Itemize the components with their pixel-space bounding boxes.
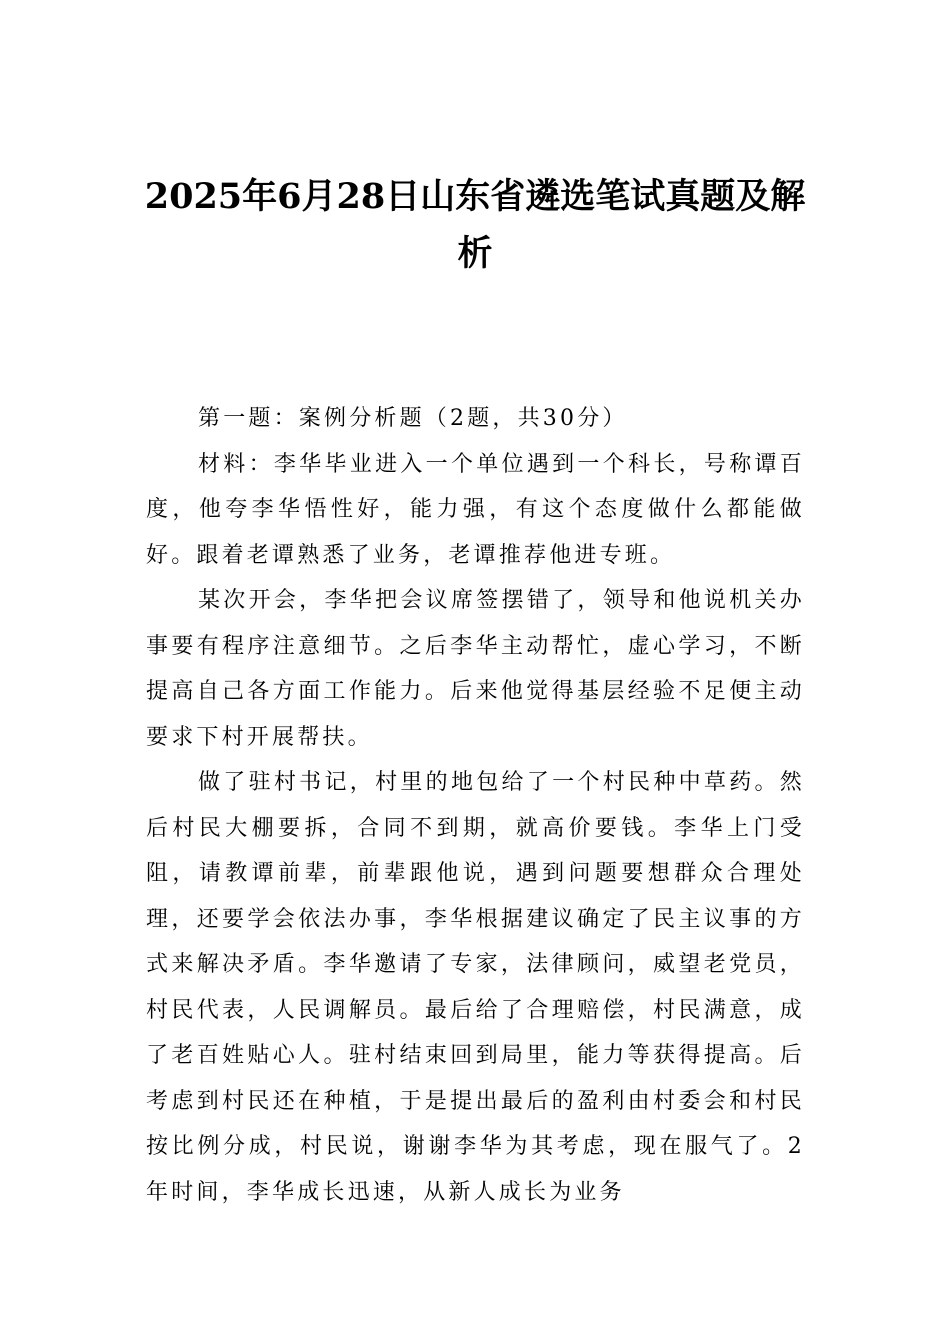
paragraph: 某次开会，李华把会议席签摆错了，领导和他说机关办事要有程序注意细节。之后李华主动帮忙，虚心学习，不断提高自己各方面工作能力。后来他觉得基层经验不足便主动要求下村开展帮扶。: [146, 588, 805, 750]
section-heading: 第一题：案例分析题（2题，共30分）: [198, 406, 628, 431]
document-title: 2025年6月28日山东省遴选笔试真题及解析: [144, 176, 806, 274]
paragraph: 做了驻村书记，村里的地包给了一个村民种中草药。然后村民大棚要拆，合同不到期，就高价要钱。李华上门受阻，请教谭前辈，前辈跟他说，遇到问题要想群众合理处理，还要学会依法办事，李华根据建议确定了民主议事的方式来解决矛盾。李华邀请了专家，法律顾问，威望老党员，村民代表，人民调解员。最后给了合理赔偿，村民满意，成了老百姓贴心人。驻村结束回到局里，能力等获得提高。后考虑到村民还在种植，于是提出最后的盈利由村委会和村民按比例分成，村民说，谢谢李华为其考虑，现在服气了。2年时间，李华成长迅速，从新人成长为业务: [146, 770, 805, 1205]
document-body: [146, 396, 805, 1215]
paragraph: 材料：李华毕业进入一个单位遇到一个科长，号称谭百度，他夸李华悟性好，能力强，有这个态度做什么都能做好。跟着老谭熟悉了业务，老谭推荐他进专班。: [146, 451, 805, 568]
